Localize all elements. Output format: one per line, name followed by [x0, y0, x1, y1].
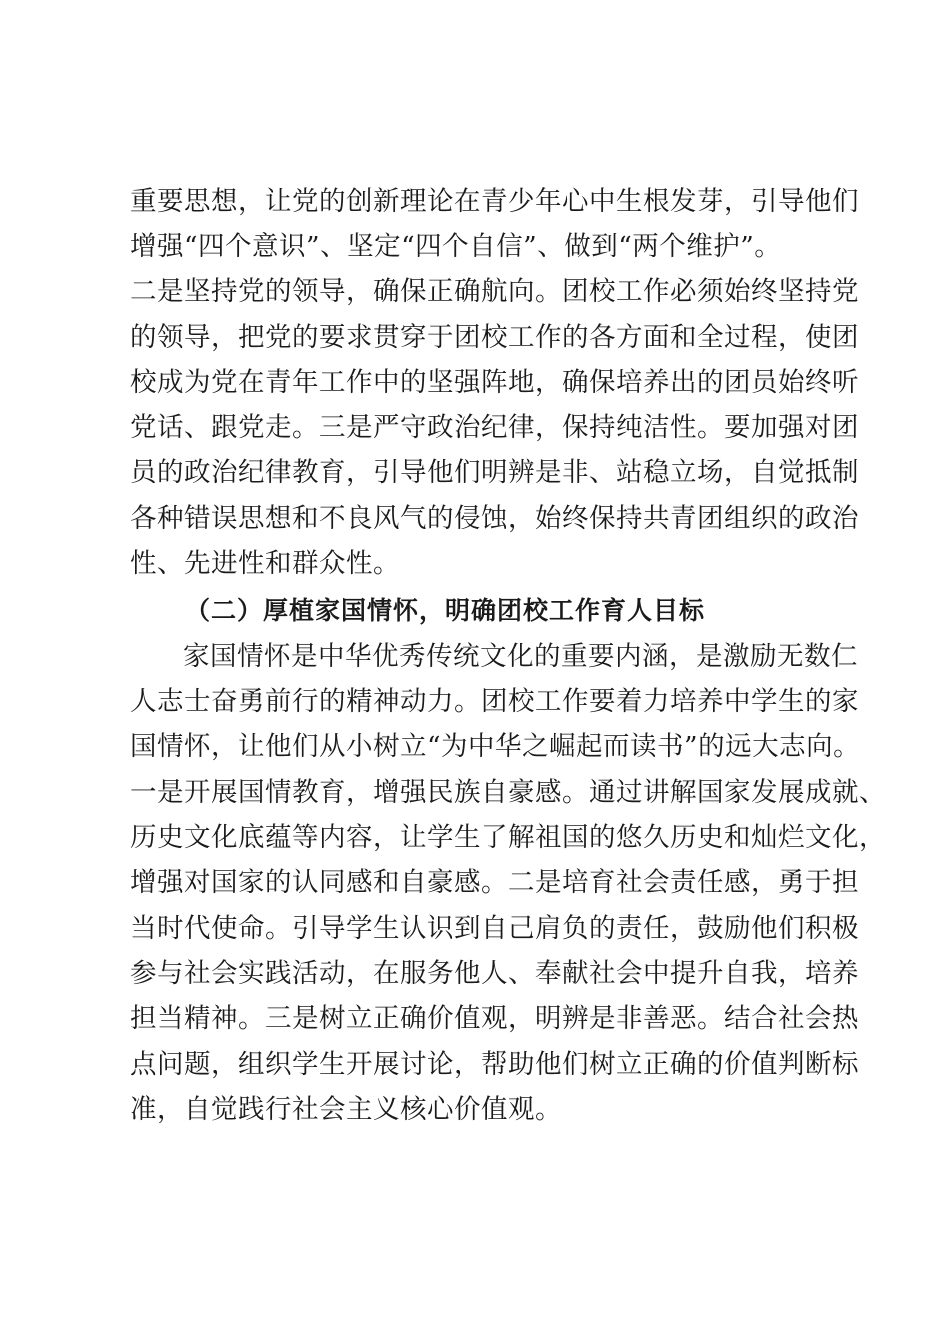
paragraph-line: 重要思想，让党的创新理论在青少年心中生根发芽，引导他们 [130, 186, 859, 217]
paragraph-line: 参与社会实践活动，在服务他人、奉献社会中提升自我，培养 [130, 958, 859, 989]
paragraph-line: 点问题，组织学生开展讨论，帮助他们树立正确的价值判断标 [130, 1049, 859, 1080]
paragraph-line: 当时代使命。引导学生认识到自己肩负的责任，鼓励他们积极 [130, 913, 859, 944]
paragraph-line: 的领导，把党的要求贯穿于团校工作的各方面和全过程，使团 [130, 322, 859, 353]
paragraph-line: 员的政治纪律教育，引导他们明辨是非、站稳立场，自觉抵制 [130, 457, 859, 488]
paragraph-line: 增强“四个意识”、坚定“四个自信”、做到“两个维护”。 [130, 231, 782, 262]
paragraph-line: 党话、跟党走。三是严守政治纪律，保持纯洁性。要加强对团 [130, 412, 859, 443]
paragraph-line: 国情怀，让他们从小树立“为中华之崛起而读书”的远大志向。 [130, 731, 861, 762]
paragraph-line: 性、先进性和群众性。 [130, 548, 400, 579]
paragraph-line: 担当精神。三是树立正确价值观，明辨是非善恶。结合社会热 [130, 1003, 859, 1034]
section-heading: （二）厚植家国情怀，明确团校工作育人目标 [185, 596, 706, 625]
paragraph-line: 人志士奋勇前行的精神动力。团校工作要着力培养中学生的家 [130, 686, 859, 717]
paragraph-line: 准，自觉践行社会主义核心价值观。 [130, 1094, 562, 1125]
paragraph-line: 历史文化底蕴等内容，让学生了解祖国的悠久历史和灿烂文化， [130, 822, 886, 853]
paragraph-line: 家国情怀是中华优秀传统文化的重要内涵，是激励无数仁 [183, 641, 858, 672]
paragraph-line: 各种错误思想和不良风气的侵蚀，始终保持共青团组织的政治 [130, 503, 859, 534]
paragraph-line: 校成为党在青年工作中的坚强阵地，确保培养出的团员始终听 [130, 367, 859, 398]
paragraph-line: 二是坚持党的领导，确保正确航向。团校工作必须始终坚持党 [130, 276, 859, 307]
paragraph-line: 一是开展国情教育，增强民族自豪感。通过讲解国家发展成就、 [130, 777, 886, 808]
paragraph-line: 增强对国家的认同感和自豪感。二是培育社会责任感，勇于担 [130, 867, 859, 898]
